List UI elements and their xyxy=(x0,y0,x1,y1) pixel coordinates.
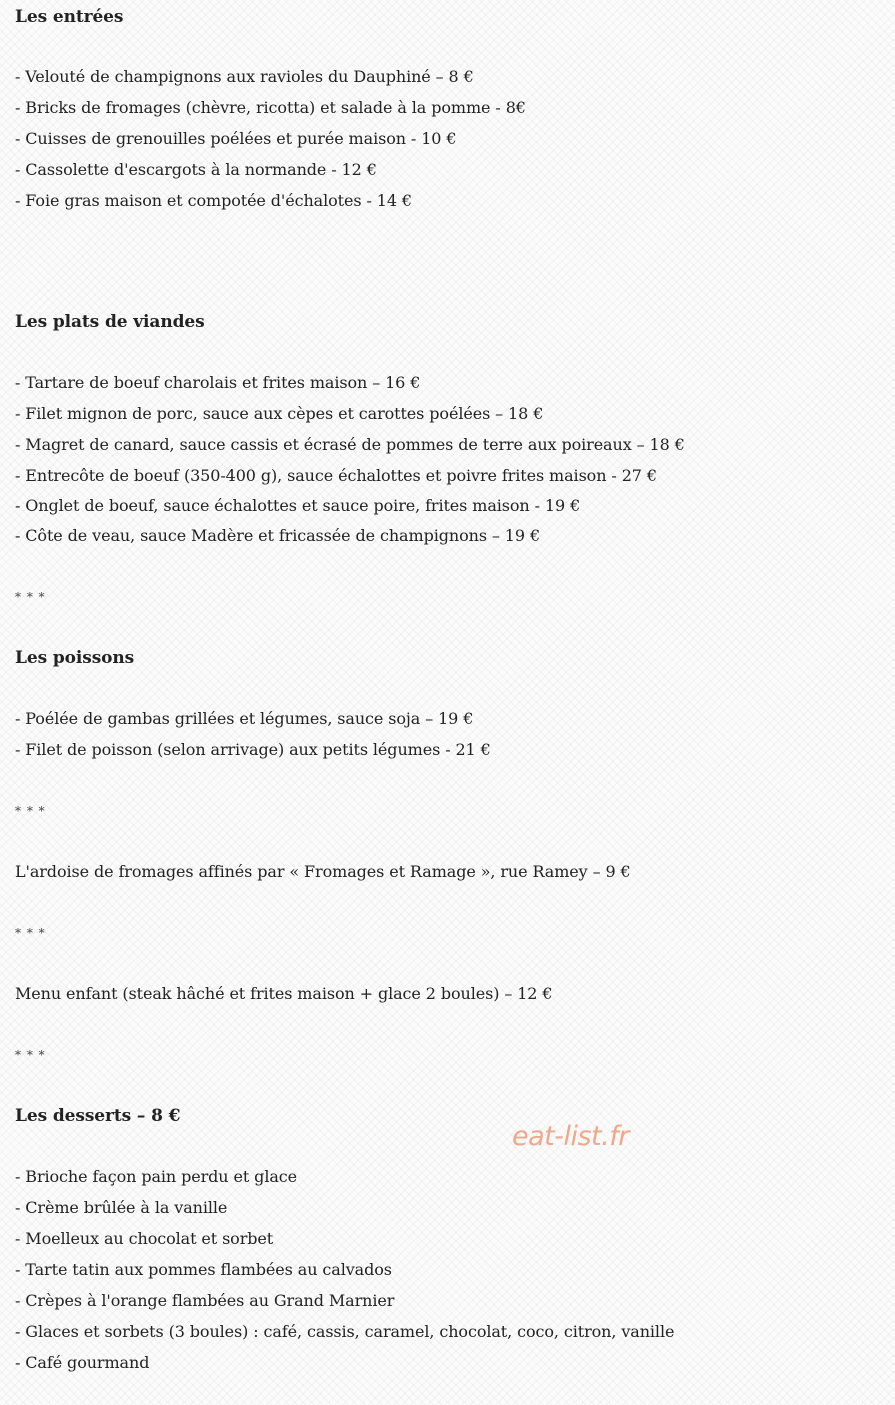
menu-item-dessert: - Glaces et sorbets (3 boules) : café, cassis, caramel, chocolat, coco, citron, vanille xyxy=(15,1322,675,1341)
section-separator: * * * xyxy=(15,804,46,818)
menu-item-dessert: - Moelleux au chocolat et sorbet xyxy=(15,1229,274,1248)
menu-item-entree: - Bricks de fromages (chèvre, ricotta) et salade à la pomme - 8€ xyxy=(15,98,526,117)
menu-item-entree: - Velouté de champignons aux ravioles du Dauphiné – 8 € xyxy=(15,67,474,86)
menu-item-viande: - Magret de canard, sauce cassis et écrasé de pommes de terre aux poireaux – 18 € xyxy=(15,435,685,454)
menu-item-dessert: - Tarte tatin aux pommes flambées au calvados xyxy=(15,1260,392,1279)
menu-item-dessert: - Café gourmand xyxy=(15,1353,150,1372)
section-title-desserts: Les desserts – 8 € xyxy=(15,1106,181,1126)
menu-item-fromages: L'ardoise de fromages affinés par « Fromages et Ramage », rue Ramey – 9 € xyxy=(15,862,631,881)
menu-item-viande: - Tartare de boeuf charolais et frites maison – 16 € xyxy=(15,373,421,392)
menu-item-enfant: Menu enfant (steak hâché et frites maison + glace 2 boules) – 12 € xyxy=(15,984,553,1003)
menu-item-poisson: - Filet de poisson (selon arrivage) aux petits légumes - 21 € xyxy=(15,740,491,759)
menu-item-entree: - Foie gras maison et compotée d'échalotes - 14 € xyxy=(15,191,412,210)
menu-item-viande: - Entrecôte de boeuf (350-400 g), sauce échalottes et poivre frites maison - 27 € xyxy=(15,466,657,485)
menu-item-dessert: - Crèpes à l'orange flambées au Grand Marnier xyxy=(15,1291,395,1310)
menu-item-viande: - Côte de veau, sauce Madère et fricassée de champignons – 19 € xyxy=(15,526,541,545)
section-separator: * * * xyxy=(15,1048,46,1062)
menu-item-viande: - Filet mignon de porc, sauce aux cèpes et carottes poélées – 18 € xyxy=(15,404,544,423)
watermark: eat-list.fr xyxy=(512,1121,629,1152)
menu-item-dessert: - Crème brûlée à la vanille xyxy=(15,1198,228,1217)
menu-item-viande: - Onglet de boeuf, sauce échalottes et sauce poire, frites maison - 19 € xyxy=(15,496,581,515)
menu-item-entree: - Cassolette d'escargots à la normande - 12 € xyxy=(15,160,377,179)
section-title-poissons: Les poissons xyxy=(15,648,135,668)
section-title-entrees: Les entrées xyxy=(15,7,124,27)
section-separator: * * * xyxy=(15,590,46,604)
menu-item-dessert: - Brioche façon pain perdu et glace xyxy=(15,1167,298,1186)
menu-item-entree: - Cuisses de grenouilles poélées et purée maison - 10 € xyxy=(15,129,457,148)
menu-item-poisson: - Poélée de gambas grillées et légumes, sauce soja – 19 € xyxy=(15,709,474,728)
section-title-viandes: Les plats de viandes xyxy=(15,312,205,332)
section-separator: * * * xyxy=(15,926,46,940)
